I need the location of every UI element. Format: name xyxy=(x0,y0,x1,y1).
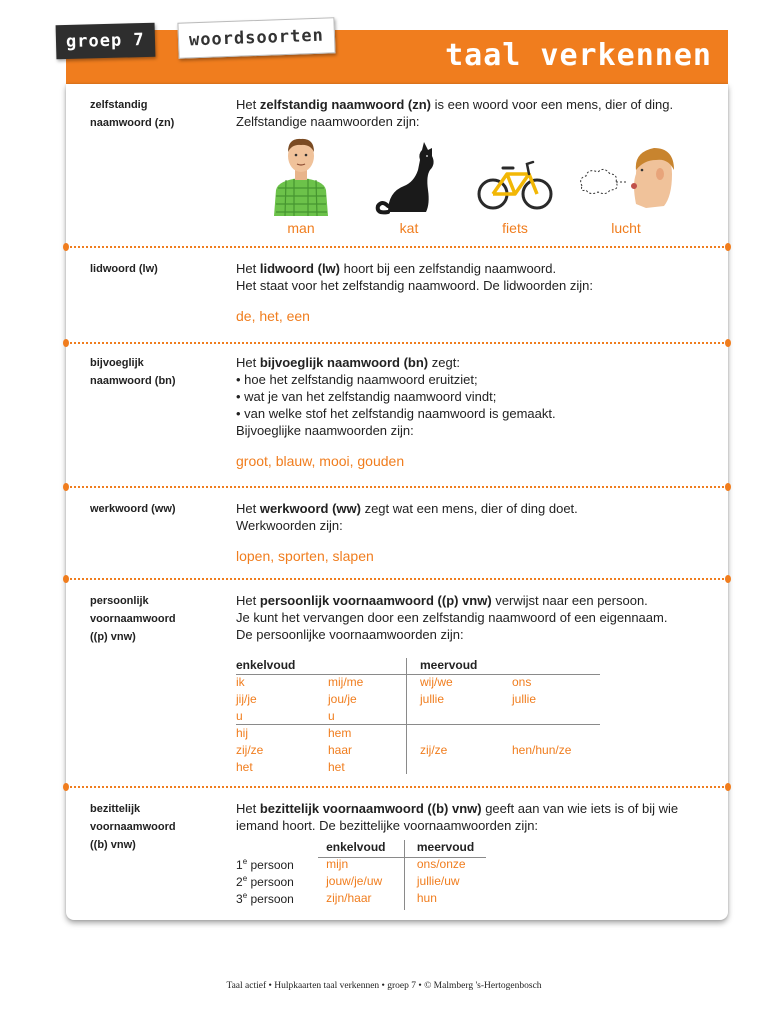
examples: lopen, sporten, slapen xyxy=(236,548,374,564)
intro-line-2: Zelfstandige naamwoorden zijn: xyxy=(236,114,420,129)
term: bijvoeglijk naamwoord (bn) xyxy=(259,355,429,370)
breath-icon xyxy=(576,134,676,216)
cell: ons xyxy=(512,675,532,689)
col-plural: meervoud xyxy=(416,840,475,854)
cell: u xyxy=(328,709,335,723)
cell: ik xyxy=(236,675,245,689)
section-text xyxy=(236,260,716,325)
examples: groot, blauw, mooi, gouden xyxy=(236,453,405,469)
cell: hun xyxy=(416,891,437,905)
group-tag: groep 7 xyxy=(56,23,156,60)
section-bvnw xyxy=(66,786,728,920)
cell: zij/ze xyxy=(420,743,448,757)
section-label: werkwoord (ww) xyxy=(90,503,176,515)
intro-line-end: Bijvoeglijke naamwoorden zijn: xyxy=(236,423,414,438)
section-bn xyxy=(66,342,728,486)
section-lw xyxy=(66,246,728,342)
cell xyxy=(420,709,512,726)
intro-line-2: Je kunt het vervangen door een zelfstandig naamwoord of een eigennaam. xyxy=(236,610,668,625)
person-cell: 3e persoon xyxy=(236,891,294,906)
cell: jouw/je/uw xyxy=(326,874,383,888)
cell xyxy=(420,726,512,743)
cell: hij xyxy=(236,726,249,740)
intro-line: Het bezittelijk voornaamwoord ((b) vnw) geeft aan van wie iets is of bij wie xyxy=(236,801,679,816)
cell xyxy=(512,760,604,777)
section-pvnw xyxy=(66,578,728,786)
cell: hen/hun/ze xyxy=(512,743,572,757)
page-footer: Taal actief • Hulpkaarten taal verkennen • groep 7 • © Malmberg 's-Hertogenbosch xyxy=(226,981,542,991)
cell: zijn/haar xyxy=(326,891,372,905)
cell: jullie xyxy=(512,692,537,706)
picture-breath xyxy=(576,134,676,236)
col-singular: enkelvoud xyxy=(326,840,386,854)
cell: jullie xyxy=(420,692,445,706)
table-row xyxy=(226,874,496,891)
header-bar xyxy=(66,30,728,84)
page-title: taal verkennen xyxy=(445,38,712,73)
term: werkwoord (ww) xyxy=(259,501,361,516)
cell: hem xyxy=(328,726,352,740)
content-card xyxy=(66,84,728,920)
section-label: persoonlijk voornaamwoord ((p) vnw) xyxy=(90,595,176,643)
man-icon xyxy=(266,134,336,216)
cell: het xyxy=(328,760,345,774)
cell: het xyxy=(236,760,253,774)
picture-label: kat xyxy=(399,220,419,236)
col-plural: meervoud xyxy=(420,658,478,672)
picture-label: lucht xyxy=(611,220,641,236)
cell: mij/me xyxy=(328,675,364,689)
cell xyxy=(512,726,604,743)
bvnw-table xyxy=(226,840,496,908)
col-person xyxy=(226,840,326,857)
bullet-item: • hoe het zelfstandig naamwoord eruitziet; xyxy=(236,372,478,387)
cell: zij/ze xyxy=(236,743,264,757)
person-cell: 1e persoon xyxy=(236,857,294,872)
intro-line-2: iemand hoort. De bezittelijke voornaamwoorden zijn: xyxy=(236,818,539,833)
picture-row xyxy=(256,134,676,244)
intro-line-3: De persoonlijke voornaamwoorden zijn: xyxy=(236,627,464,642)
term: bezittelijk voornaamwoord ((b) vnw) xyxy=(259,801,482,816)
bullet-item: • van welke stof het zelfstandig naamwoord is gemaakt. xyxy=(236,406,556,421)
cell: jou/je xyxy=(328,692,357,706)
cell: mijn xyxy=(326,857,349,871)
table-row xyxy=(236,743,604,760)
table-row xyxy=(236,760,604,777)
section-text xyxy=(236,592,716,643)
cell xyxy=(420,760,512,777)
term: lidwoord (lw) xyxy=(259,261,340,276)
examples: de, het, een xyxy=(236,308,310,324)
intro-line: Het werkwoord (ww) zegt wat een mens, dier of ding doet. xyxy=(236,501,578,516)
table-row xyxy=(236,709,604,726)
section-text xyxy=(236,354,716,470)
cell: haar xyxy=(328,743,353,757)
intro-line: Het bijvoeglijk naamwoord (bn) zegt: xyxy=(236,355,460,370)
intro-line: Het persoonlijk voornaamwoord ((p) vnw) verwijst naar een persoon. xyxy=(236,593,648,608)
picture-label: fiets xyxy=(502,220,528,236)
pvnw-table-wrap xyxy=(236,658,606,776)
section-zn xyxy=(66,84,728,246)
pvnw-table xyxy=(236,658,604,777)
section-text xyxy=(236,800,716,834)
picture-man xyxy=(256,134,346,236)
intro-line: Het lidwoord (lw) hoort bij een zelfstandig naamwoord. xyxy=(236,261,557,276)
section-label: bijvoeglijk naamwoord (bn) xyxy=(90,357,176,387)
cell: u xyxy=(236,709,243,723)
cat-icon xyxy=(374,134,444,216)
term: persoonlijk voornaamwoord ((p) vnw) xyxy=(259,593,492,608)
table-row xyxy=(226,857,496,874)
table-row xyxy=(236,675,604,692)
intro-line: Het zelfstandig naamwoord (zn) is een woord voor een mens, dier of ding. xyxy=(236,97,674,112)
intro-line-2: Het staat voor het zelfstandig naamwoord. De lidwoorden zijn: xyxy=(236,278,593,293)
section-text xyxy=(236,96,716,130)
picture-label: man xyxy=(287,220,315,236)
section-label: zelfstandig naamwoord (zn) xyxy=(90,99,175,129)
person-cell: 2e persoon xyxy=(236,874,294,889)
picture-bicycle xyxy=(470,134,560,236)
cell xyxy=(512,709,604,726)
bvnw-table-wrap xyxy=(226,840,496,912)
picture-cat xyxy=(364,134,454,236)
table-header-row xyxy=(226,840,496,857)
section-ww xyxy=(66,486,728,578)
table-row xyxy=(236,692,604,709)
table-header-row xyxy=(236,658,604,675)
cell: jij/je xyxy=(236,692,257,706)
bicycle-icon xyxy=(475,134,555,216)
bullet-item: • wat je van het zelfstandig naamwoord vindt; xyxy=(236,389,497,404)
section-text xyxy=(236,500,716,565)
table-row xyxy=(236,726,604,743)
cell: ons/onze xyxy=(416,857,466,871)
cell: wij/we xyxy=(420,675,453,689)
cell: jullie/uw xyxy=(416,874,460,888)
term: zelfstandig naamwoord (zn) xyxy=(259,97,432,112)
table-row xyxy=(226,891,496,908)
section-label: bezittelijk voornaamwoord ((b) vnw) xyxy=(90,803,176,851)
topic-tag: woordsoorten xyxy=(177,17,335,58)
col-singular: enkelvoud xyxy=(236,658,296,672)
intro-line-2: Werkwoorden zijn: xyxy=(236,518,343,533)
section-label: lidwoord (lw) xyxy=(90,263,158,275)
